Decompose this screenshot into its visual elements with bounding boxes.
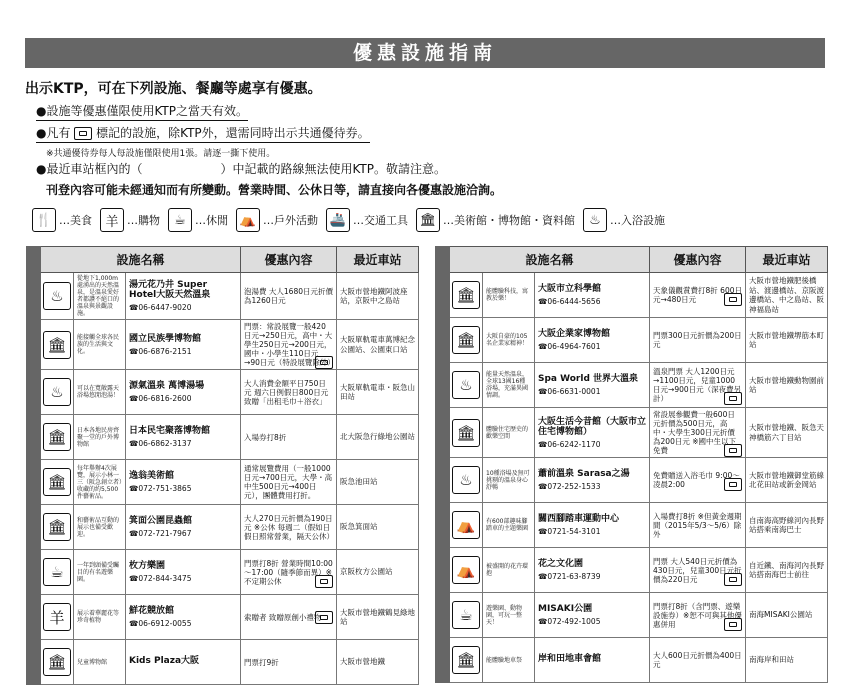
facility-description: 遊樂園、動物園，可玩一整天！ [486,604,523,626]
facility-name-cell [535,638,650,683]
table-row [27,320,419,370]
station-cell [337,550,419,595]
museum-icon: 🏛 [43,648,71,676]
facility-phone: ☎06-6631-0001 [538,387,601,396]
facility-desc-cell [483,458,535,503]
table-row [27,273,419,320]
onsen-icon: ♨ [452,371,480,399]
offer-text: 門票打9折 [244,657,279,667]
facility-name-cell [126,505,241,550]
facility-desc-cell [74,320,126,370]
legend-item [583,208,665,232]
offer-cell [650,548,746,593]
table-side-bar [436,638,450,683]
facility-description: 兒童博物館 [77,658,108,666]
shopping-icon: 羊 [100,208,124,232]
coupon-card-icon [724,392,742,405]
shopping-icon: 羊 [43,603,71,631]
nearest-station: 南海MISAKI公園站 [749,610,813,620]
facility-name-cell [535,548,650,593]
table-row [27,460,419,505]
facility-name-cell [126,273,241,320]
offer-cell [650,503,746,548]
category-icon-cell [41,505,74,550]
offer-cell [650,273,746,318]
offer-cell [241,415,337,460]
table-row [436,458,828,503]
station-cell [746,548,828,593]
table-side-bar [436,593,450,638]
museum-icon: 🏛 [452,419,480,447]
table-row [436,273,828,318]
nearest-station: 阪急箕面站 [340,522,378,532]
category-icon-cell [41,320,74,370]
offer-text: 免費贈送入浴毛巾 9:00～凌晨2:00 [653,471,740,489]
category-icon-cell [450,408,483,458]
museum-icon: 🏛 [452,281,480,309]
facility-desc-cell [483,638,535,683]
offer-cell [650,593,746,638]
museum-icon: 🏛 [43,423,71,451]
facility-description: 被盛開的花卉環抱 [486,563,529,577]
facility-name: 蕭前溫泉 Sarasa之湯 [538,469,630,479]
facility-name: 大阪生活今昔館（大阪市立住宅博物館） [538,416,647,437]
nearest-station: 大阪市營地鐵鶴見綠地站 [340,607,416,626]
museum-icon: 🏛 [416,208,440,232]
station-cell [337,505,419,550]
offer-cell [241,273,337,320]
nearest-station: 大阪單軌電車萬博紀念公園站、公園東口站 [340,335,416,354]
legend-label: …戶外活動 [263,214,318,227]
facility-desc-cell [74,640,126,685]
station-cell [746,593,828,638]
category-icon-cell [41,415,74,460]
nearest-station: 大阪單軌電車・阪急山田站 [340,382,416,401]
category-icon-cell [41,550,74,595]
facility-table-left [26,246,419,685]
facility-description: 展示着華麗花等珍奇植物 [77,610,120,624]
facility-name: 鮮花競放館 [129,606,175,616]
note-coupon-prefix: ●凡有 [36,126,71,140]
facility-phone: ☎072-721-7967 [129,529,192,538]
nearest-station: 大阪市營地鐵 [340,657,386,667]
facility-phone: ☎06-6447-9020 [129,303,192,312]
offer-text: 入場費打8折 ※但黃金週期間（2015年5/3～5/6）除外 [653,511,742,539]
offer-text: 泡湯費 大人1680日元折價為1260日元 [244,287,334,305]
table-row [436,408,828,458]
coupon-card-icon [724,573,742,586]
facility-name: 湯元花乃井 Super Hotel大阪天然溫泉 [129,280,211,300]
station-cell [746,638,828,683]
facility-description: 有600部趣味腳踏車的主題樂園 [486,518,529,532]
facility-description: 和藝術品互動的展示也備受歡迎。 [77,516,120,538]
facility-description: 可以在寬敞露天浴場悠閒泡湯！ [77,385,120,399]
table-side-bar [436,548,450,593]
facility-name: 逸翁美術館 [129,471,175,481]
nearest-station: 大阪市營地鐵堺筋本町站 [749,330,825,349]
facility-desc-cell [74,370,126,415]
outdoor-icon: ⛺ [236,208,260,232]
note-coupon-suffix: 標記的設施，除KTP外，還需同時出示共通優待券。 [96,126,370,140]
offer-cell [241,595,337,640]
facility-description: 日本各地民房齊聚一堂的戶外博物館 [77,426,120,448]
nearest-station: 大阪市營地鐵動物園前站 [749,375,825,394]
offer-text: 常設展參觀費一般600日元折價為500日元，高中・大學生300日元折價為200日元 ※國中生以下免費 [653,410,737,455]
facility-desc-cell [74,273,126,320]
station-cell [746,408,828,458]
coupon-card-icon [724,444,742,457]
facility-name-cell [535,408,650,458]
offer-text: 門票 大人540日元折價為430日元，兒童300日元折價為220日元 [653,556,742,584]
facility-name: Spa World 世界大溫泉 [538,374,639,384]
nearest-station: 北大阪急行綠地公園站 [340,432,416,442]
table-side-bar [436,408,450,458]
facility-name: Kids Plaza大阪 [129,655,200,666]
outdoor-icon: ⛺ [452,556,480,584]
table-side-bar [27,273,41,320]
facility-description: 能接觸全球各民族的生活與文化。 [77,334,120,355]
legend-label: …入浴設施 [610,214,665,227]
facility-name: 大阪企業家博物館 [538,329,611,339]
nearest-station: 大阪市營地鐵、阪急天神橋筋六丁目站 [749,423,825,442]
station-cell [337,640,419,685]
table-row [436,593,828,638]
facility-name: 國立民族學博物館 [129,333,202,344]
station-cell [746,503,828,548]
onsen-icon: ♨ [452,466,480,494]
nearest-station: 阪急池田站 [340,477,378,487]
facility-desc-cell [483,273,535,318]
header-station: 最近車站 [337,247,419,273]
table-side-bar [27,460,41,505]
offer-cell [241,505,337,550]
outdoor-icon: ⛺ [452,511,480,539]
category-icon-cell [450,318,483,363]
table-side-bar [436,458,450,503]
legend-label: …美食 [59,214,92,227]
facility-desc-cell [74,595,126,640]
facility-name: 源氣溫泉 萬博湯場 [129,381,205,391]
legend-item [326,208,408,232]
table-side-bar [27,370,41,415]
onsen-icon: ♨ [43,282,71,310]
facility-desc-cell [483,363,535,408]
facility-name-cell [535,363,650,408]
facility-desc-cell [483,548,535,593]
offer-text: 大人270日元折價為190日元 ※公休 每週二（假如日假日照常營業，隔天公休） [244,513,335,541]
legend-item [416,208,575,232]
coupon-card-icon [315,611,333,624]
facility-name: 箕面公園昆蟲館 [129,516,193,526]
offer-text: 門票：常設展覽一般420日元→250日元，高中・大學生250日元→200日元，國中・小學生110日元→90日元（特設展覽除外） [244,322,335,367]
note-station-prefix: ●最近車站框內的（ [36,162,143,176]
facility-description: 體驗住宅歷史的歡樂空間 [486,425,529,440]
table-side-bar [436,273,450,318]
header-station: 最近車站 [746,247,828,273]
station-cell [746,318,828,363]
category-icon-cell [41,460,74,505]
category-icon-cell [41,273,74,320]
facility-desc-cell [74,505,126,550]
facility-desc-cell [74,415,126,460]
table-side-bar [436,247,450,273]
museum-icon: 🏛 [452,646,480,674]
offer-text: 門票打8折（含門票、遊樂設施券）※恕不可與其他優惠併用 [653,601,742,629]
table-row [436,363,828,408]
table-row [27,370,419,415]
table-side-bar [27,247,41,273]
note-station-suffix: ）中記載的路線無法使用KTP。敬請注意。 [220,162,446,176]
table-row [27,415,419,460]
header-facility-name: 設施名稱 [450,247,650,273]
legend-item [168,208,228,232]
onsen-icon: ♨ [43,378,71,406]
table-side-bar [27,505,41,550]
facility-phone: ☎06-6862-3137 [129,439,192,448]
station-cell [337,415,419,460]
legend-item [236,208,318,232]
nearest-station: 南海岸和田站 [749,655,795,665]
facility-description: 每年舉辦4次展覽，展示小林一三（阪急創立者）收藏的約5,500件藝術品。 [77,464,123,500]
offer-text: 溫泉門票 大人1200日元→1100日元，兒童1000日元→900日元（深夜費另計） [653,367,742,403]
station-cell [746,363,828,408]
legend-label: …休閒 [195,214,228,227]
header-offer: 優惠內容 [241,247,337,273]
offer-cell [650,638,746,683]
table-row [436,318,828,363]
station-cell [746,273,828,318]
facility-name-cell [126,320,241,370]
facility-description: 能量天然溫泉，全球13國16種浴場，充滿異國情調。 [486,371,529,399]
category-icon-cell [450,593,483,638]
facility-phone: ☎0721-63-8739 [538,572,601,581]
table-side-bar [436,503,450,548]
coupon-card-icon [315,356,333,369]
offer-cell [650,458,746,503]
facility-name-cell [126,550,241,595]
table-header-row [27,247,419,273]
category-icon-cell [450,638,483,683]
legend-label: …購物 [127,214,160,227]
leisure-icon: ☕ [43,558,71,586]
facility-description: 一年到頭備受矚目的有名遊樂園。 [77,561,120,583]
category-icon-cell [450,458,483,503]
table-row [27,505,419,550]
facility-name: 關西腳踏車運動中心 [538,514,620,524]
offer-cell [650,408,746,458]
facility-name: MISAKI公園 [538,604,593,614]
table-side-bar [436,318,450,363]
facility-name-cell [535,593,650,638]
facility-name-cell [126,595,241,640]
facility-name-cell [126,415,241,460]
table-row [27,640,419,685]
museum-icon: 🏛 [452,326,480,354]
nearest-station: 自南海高野線河內長野站搭乘南海巴士 [749,515,825,534]
nearest-station: 京阪枚方公園站 [340,567,393,577]
note-coupon [36,124,370,143]
offer-cell [241,370,337,415]
facility-desc-cell [74,460,126,505]
note-validity: ●設施等優惠僅限使用KTP之當天有效。 [36,102,248,121]
table-side-bar [27,320,41,370]
nearest-station: 大阪市營地鐵阿波座站，京阪中之島站 [340,286,408,305]
coupon-card-icon [74,127,92,140]
offer-cell [241,640,337,685]
facility-phone: ☎06-6242-1170 [538,439,601,449]
facility-description: 能體驗地車祭 [486,656,523,664]
facility-description: 從地下1,000m處湧出的天然溫泉，是溫泉愛好者都讚不絕口的溫泉與景觀設施。 [77,275,120,317]
category-icon-cell [450,273,483,318]
nearest-station: 自近鐵、南海河內長野站搭南海巴士前往 [749,560,825,579]
facility-name-cell [535,273,650,318]
table-row [436,503,828,548]
headline: 出示KTP，可在下列設施、餐廳等處享有優惠。 [25,81,322,97]
legend-item [32,208,92,232]
facility-name: 花之文化園 [538,559,584,569]
fork-knife-icon: 🍴 [32,208,56,232]
facility-name: 枚方樂園 [129,561,166,571]
coupon-card-icon [724,618,742,631]
station-cell [746,458,828,503]
category-icon-cell [41,640,74,685]
coupon-card-icon [724,478,742,491]
header-offer: 優惠內容 [650,247,746,273]
category-icon-cell [450,548,483,593]
offer-text: 入場券打8折 [244,432,287,442]
offer-text: 天象儀觀賞費打8折 600日元→480日元 [653,286,743,304]
facility-phone: ☎072-751-3865 [129,484,192,493]
page-banner-title: 優惠設施指南 [25,38,825,68]
facility-phone: ☎072-252-1533 [538,482,601,491]
offer-cell [241,550,337,595]
coupon-card-icon [724,293,742,306]
table-row [436,638,828,683]
table-side-bar [436,363,450,408]
facility-phone: ☎06-6912-0055 [129,619,192,628]
category-legend [32,206,673,234]
museum-icon: 🏛 [43,331,71,359]
facility-desc-cell [483,318,535,363]
facility-name-cell [535,318,650,363]
header-facility-name: 設施名稱 [41,247,241,273]
station-cell [337,460,419,505]
facility-name-cell [535,458,650,503]
facility-phone: ☎06-6816-2600 [129,394,192,403]
note-coupon-limit: ※共通優待券每人每設施僅限使用1張。請逐一撕下使用。 [46,149,276,159]
offer-text: 大人600日元折價為400日元 [653,651,742,669]
table-row [27,550,419,595]
facility-description: 能體驗科技，寓教於樂！ [486,288,529,302]
legend-label: …交通工具 [353,214,408,227]
table-side-bar [27,640,41,685]
note-station [36,160,446,177]
facility-phone: ☎06-6444-5656 [538,297,601,306]
facility-phone: ☎072-844-3475 [129,574,192,583]
table-header-row [436,247,828,273]
offer-cell [241,460,337,505]
table-row [27,595,419,640]
facility-name: 大阪市立科學館 [538,284,602,294]
facility-phone: ☎0721-54-3101 [538,527,601,536]
offer-text: 門票300日元折價為200日元 [653,331,742,349]
transport-icon: 🚢 [326,208,350,232]
offer-text: 索贈者 致贈原創小禮物 [244,612,322,622]
coupon-card-icon [315,575,333,588]
category-icon-cell [450,363,483,408]
category-icon-cell [41,370,74,415]
facility-table-right [435,246,828,683]
facility-phone: ☎072-492-1005 [538,617,601,626]
facility-description: 大阪自豪的105名企業家精神！ [486,333,529,347]
facility-name-cell [126,370,241,415]
facility-phone: ☎06-4964-7601 [538,342,601,351]
legend-label: …美術館・博物館・資料館 [443,214,575,227]
offer-cell [650,363,746,408]
leisure-icon: ☕ [168,208,192,232]
leisure-icon: ☕ [452,601,480,629]
station-cell [337,370,419,415]
offer-text: 門票打8折 營業時間10:00～17:00（隨季節而異）※不定期公休 [244,558,333,586]
table-side-bar [27,550,41,595]
nearest-station: 大阪市營地鐵御堂筋線北花田站或新金岡站 [749,470,825,489]
facility-name-cell [126,640,241,685]
facility-name-cell [535,503,650,548]
table-row [436,548,828,593]
nearest-station: 大阪市營地鐵肥後橋站、渡邊橋站、京阪渡邊橋站、中之島站、阪神福島站 [749,276,825,314]
onsen-icon: ♨ [583,208,607,232]
facility-desc-cell [483,503,535,548]
facility-desc-cell [74,550,126,595]
facility-desc-cell [483,408,535,458]
facility-desc-cell [483,593,535,638]
offer-text: 大人消費金額平日750日元 週六日例假日800日元 致贈「出租毛巾＋浴衣」 [244,378,329,406]
category-icon-cell [450,503,483,548]
station-cell [337,320,419,370]
facility-name-cell [126,460,241,505]
category-icon-cell [41,595,74,640]
note-disclaimer: 刊登內容可能未經通知而有所變動。營業時間、公休日等，請直接向各優惠設施洽詢。 [46,183,503,197]
table-side-bar [27,415,41,460]
facility-name: 岸和田地車會館 [538,653,602,664]
museum-icon: 🏛 [43,468,71,496]
offer-cell [650,318,746,363]
offer-cell [241,320,337,370]
museum-icon: 🏛 [43,513,71,541]
offer-text: 通常展覽費用（一般1000日元→700日元，大學・高中生500日元→400日元），團體費用打折。 [244,464,333,500]
station-cell [337,595,419,640]
table-side-bar [27,595,41,640]
station-cell [337,273,419,320]
facility-phone: ☎06-6876-2151 [129,346,192,356]
facility-name: 日本民宅聚落博物館 [129,426,211,436]
legend-item [100,208,160,232]
facility-description: 10種浴場及無可挑剔的溫泉身心舒暢 [486,469,530,491]
